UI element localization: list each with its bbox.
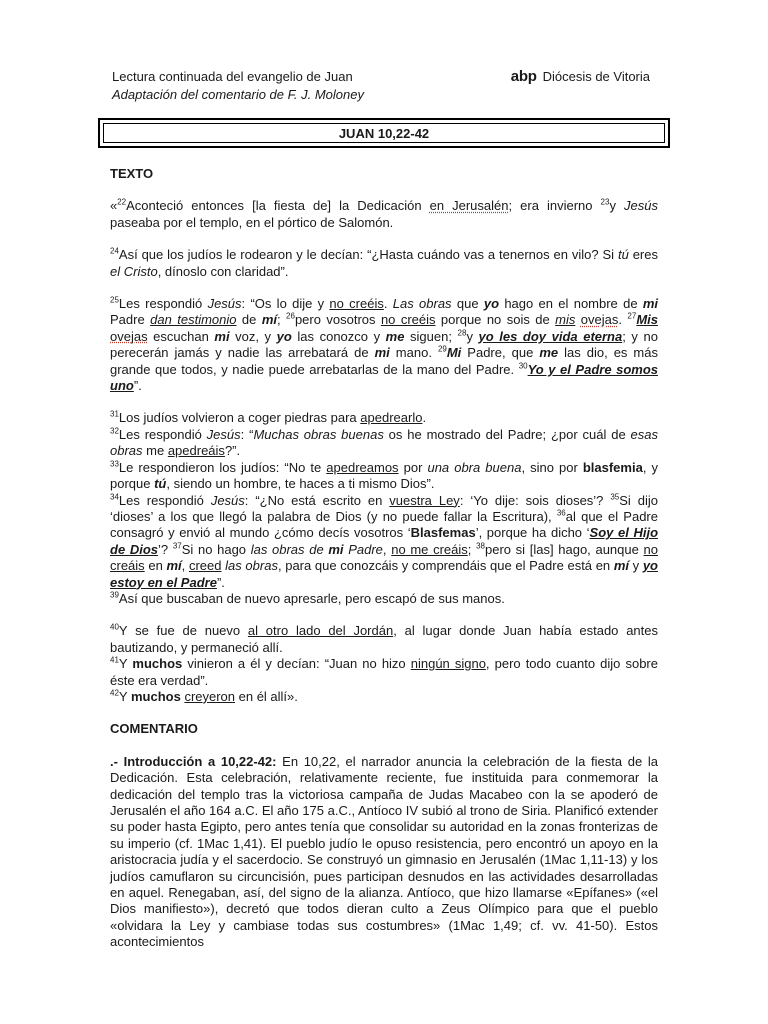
course-subtitle: Adaptación del comentario de F. J. Moloney [112,87,364,102]
diocese-name: Diócesis de Vitoria [542,69,650,84]
paragraph-1: «$^{22}$Aconteció entonces [la fiesta de] la Dedicación en Jerusalén; era invierno $^{23}$y Jesús paseaba por el templo, en el pórtico de Salomón. [110,198,658,230]
commentary-paragraph [110,754,658,951]
paragraph-2: $^{24}$Así que los judíos le rodearon y le decían: “¿Hasta cuándo vas a tenernos en vilo? Si tú eres el Cristo, dínoslo con claridad”. [110,246,658,279]
course-title: Lectura continuada del evangelio de Juan [112,69,353,84]
passage-title: JUAN 10,22-42 [338,125,430,141]
abp-logo: abp [510,68,537,85]
texto-heading: TEXTO [110,166,154,181]
paragraph-5: $^{40}$Y se fue de nuevo al otro lado del Jordán, al lugar donde Juan había estado antes bautizando, y permaneció allí. $^{41}$Y muchos vinieron a él y decían: “Juan no hizo ningún signo, pero todo cuanto dijo sobre éste era verdad”. $^{42}$Y muchos creyeron en él allí». [110,623,658,704]
diocese-header [511,68,650,85]
title-box [98,118,670,148]
paragraph-3: $^{25}$Les respondió Jesús: “Os lo dije y no creéis. Las obras que yo hago en el nombre de mi Padre dan testimonio de mí; $^{26}$pero vosotros no creéis porque no sois de mis ovejas. $^{27}$Mis ovejas escuchan mi voz, y yo las conozco y me siguen; $^{28}$y yo les doy vida eterna; y no perecerán jamás y nadie las arrebatará de mi mano. $^{29}$Mi Padre, que me las dio, es más grande que todos, y nadie puede arrebatarlas de la mano del Padre. $^{30}$Yo y el Padre somos uno”. [110,295,659,394]
commentary-lead: .- Introducción a 10,22-42: [110,753,277,769]
comentario-heading: COMENTARIO [110,721,198,737]
commentary-text: En 10,22, el narrador anuncia la celebración de la fiesta de la Dedicación. Esta celebración, relativamente reciente, fue instituida para conmemorar la dedicación del templo tras la victoriosa campaña de Judas Macabeo con la se apoderó de Jerusalén el año 164 a.C. El año 175 a.C., Antíoco IV subió al trono de Siria. Planificó extender su poder hasta Egipto, pero antes tenía que consolidar su autoridad en la zonas fronterizas de su imperio (cf. 1Mac 1,41). El pueblo judío le opuso resistencia, pero encontró un apoyo en la aristocracia judía y el sacerdocio. Se construyó un gimnasio en Jerusalén (1Mac 1,11-13) y los judíos camuflaron su circuncisión, pues participan desnudos en las actividades desarrolladas en aquel. Renegaban, así, del signo de la alianza. Antíoco, que hizo llamarse «Epífanes» («el Dios manifiesto»), decretó que todos dieran culto a Zeus Olímpico para que el pueblo «olvidara la Ley y cambiase todas sus costumbres» (1Mac 1,49; cf. vv. 41-50). Estos acontecimientos [110,753,658,950]
paragraph-4: $^{31}$Los judíos volvieron a coger piedras para apedrearlo. $^{32}$Les respondió Jesús: “Muchas obras buenas os he mostrado del Padre; ¿por cuál de esas obras me apedreáis?”. $^{33}$Le respondieron los judíos: “No te apedreamos por una obra buena, sino por blasfemia, y porque tú, siendo un hombre, te haces a ti mismo Dios”. $^{34}$Les respondió Jesús: “¿No está escrito en vuestra Ley: ‘Yo dije: sois dioses’? $^{35}$Si dijo ‘dioses’ a los que llegó la palabra de Dios (y no puede fallar la Escritura), $^{36}$al que el Padre consagró y envió al mundo ¿cómo decís vosotros ‘Blasfemas’, porque ha dicho ‘Soy el Hijo de Dios’? $^{37}$Si no hago las obras de mi Padre, no me creáis; $^{38}$pero si [las] hago, aunque no creáis en mí, creed las obras, para que conozcáis y comprendáis que el Padre está en mí y yo estoy en el Padre”. $^{39}$Así que buscaban de nuevo apresarle, pero escapó de sus manos. [110,410,659,606]
document-header [112,68,364,104]
document-body [110,166,658,951]
